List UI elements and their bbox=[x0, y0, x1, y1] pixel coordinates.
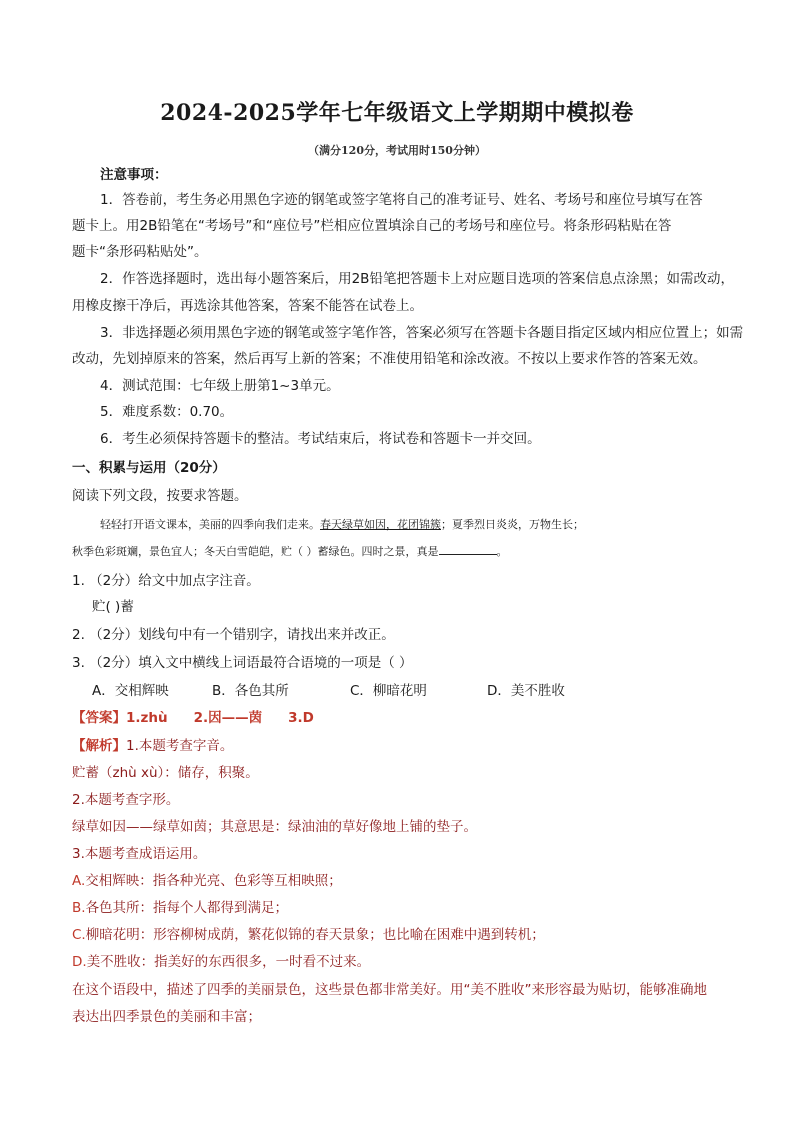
analysis-line-10: 在这个语段中，描述了四季的美丽景色，这些景色都非常美好。用“美不胜收”来形容最为贴切，能够准确地 bbox=[72, 982, 707, 998]
analysis-text-1: 1.本题考查字音。 bbox=[126, 738, 234, 754]
notice-item-1b: 题卡上。用2B铅笔在“考场号”和“座位号”栏相应位置填涂自己的考场号和座位号。将条形码粘贴在答 bbox=[72, 218, 672, 234]
analysis-line-4: 绿草如因——绿草如茵；其意思是：绿油油的草好像地上铺的垫子。 bbox=[72, 819, 477, 835]
notice-item-4: 4．测试范围：七年级上册第1~3单元。 bbox=[100, 378, 340, 394]
analysis-line-11: 表达出四季景色的美丽和丰富； bbox=[72, 1009, 261, 1025]
option-a[interactable]: A．交相辉映 bbox=[92, 683, 169, 699]
question-2: 2. （2分）划线句中有一个错别字，请找出来并改正。 bbox=[72, 627, 395, 643]
analysis-line-1 bbox=[72, 737, 233, 755]
analysis-key-d: D. bbox=[72, 954, 87, 970]
analysis-line-9 bbox=[72, 953, 370, 971]
passage-underlined-sentence: 春天绿草如因，花团锦簇 bbox=[320, 518, 441, 531]
page-subtitle: （满分120分，考试用时150分钟） bbox=[308, 144, 486, 157]
notice-item-2b: 用橡皮擦干净后，再选涂其他答案，答案不能答在试卷上。 bbox=[72, 298, 423, 314]
page-title: 2024-2025学年七年级语文上学期期中模拟卷 bbox=[160, 100, 634, 126]
answer-1: 1.zhù bbox=[126, 710, 168, 726]
question-1: 1. （2分）给文中加点字注音。 bbox=[72, 573, 260, 589]
analysis-line-7 bbox=[72, 899, 288, 917]
analysis-text-c: 柳暗花明：形容柳树成荫，繁花似锦的春天景象；也比喻在困难中遇到转机； bbox=[85, 927, 545, 943]
notice-item-1a: 1．答卷前，考生务必用黑色字迹的钢笔或签字笔将自己的准考证号、姓名、考场号和座位号填写在答 bbox=[100, 192, 703, 208]
analysis-key-c: C. bbox=[72, 927, 86, 943]
option-d[interactable]: D．美不胜收 bbox=[487, 683, 565, 699]
answer-label: 【答案】 bbox=[72, 710, 126, 726]
answer-line bbox=[72, 709, 314, 727]
option-c[interactable]: C．柳暗花明 bbox=[350, 683, 427, 699]
question-1-sub: 贮( )蓄 bbox=[92, 599, 134, 615]
fill-blank[interactable] bbox=[439, 542, 497, 555]
answer-3: 3.D bbox=[288, 710, 314, 726]
analysis-line-3: 2.本题考查字形。 bbox=[72, 792, 180, 808]
notice-heading: 注意事项： bbox=[100, 167, 168, 183]
notice-item-1c: 题卡“条形码粘贴处”。 bbox=[72, 244, 208, 260]
analysis-line-8 bbox=[72, 926, 545, 944]
analysis-key-a: A. bbox=[72, 873, 86, 889]
option-b[interactable]: B．各色其所 bbox=[212, 683, 289, 699]
answer-2: 2.因——茵 bbox=[193, 710, 263, 726]
analysis-line-2: 贮蓄（zhù xù）：储存，积聚。 bbox=[72, 765, 259, 781]
notice-item-6: 6．考生必须保持答题卡的整洁。考试结束后，将试卷和答题卡一并交回。 bbox=[100, 431, 541, 447]
passage-text-4: 。 bbox=[496, 545, 508, 558]
analysis-text-b: 各色其所：指每个人都得到满足； bbox=[85, 900, 289, 916]
analysis-text-a: 交相辉映：指各种光亮、色彩等互相映照； bbox=[85, 873, 342, 889]
analysis-text-d: 美不胜收：指美好的东西很多，一时看不过来。 bbox=[86, 954, 371, 970]
question-3: 3. （2分）填入文中横线上词语最符合语境的一项是（ ） bbox=[72, 655, 413, 671]
notice-item-3a: 3．非选择题必须用黑色字迹的钢笔或签字笔作答，答案必须写在答题卡各题目指定区域内相应位置上；如需 bbox=[100, 325, 744, 341]
passage-text-3: 秋季色彩斑斓，景色宜人；冬天白雪皑皑，贮（ ）蓄绿色。四时之景，真是 bbox=[72, 545, 439, 558]
notice-item-2a: 2．作答选择题时，选出每小题答案后，用2B铅笔把答题卡上对应题目选项的答案信息点涂黑；如需改动， bbox=[100, 271, 734, 287]
passage-text-2: ；夏季烈日炎炎，万物生长； bbox=[441, 518, 584, 531]
analysis-line-6 bbox=[72, 872, 342, 890]
passage-line-1 bbox=[100, 516, 584, 534]
notice-item-3b: 改动，先划掉原来的答案，然后再写上新的答案；不准使用铅笔和涂改液。不按以上要求作答的答案无效。 bbox=[72, 351, 707, 367]
passage-text-1: 轻轻打开语文课本，美丽的四季向我们走来。 bbox=[100, 518, 320, 531]
analysis-label: 【解析】 bbox=[72, 738, 126, 754]
section-instruction: 阅读下列文段，按要求答题。 bbox=[72, 488, 248, 504]
analysis-key-b: B. bbox=[72, 900, 86, 916]
passage-line-2 bbox=[72, 542, 508, 561]
analysis-line-5: 3.本题考查成语运用。 bbox=[72, 846, 207, 862]
section-heading: 一、积累与运用（20分） bbox=[72, 460, 226, 476]
notice-item-5: 5．难度系数：0.70。 bbox=[100, 404, 234, 420]
